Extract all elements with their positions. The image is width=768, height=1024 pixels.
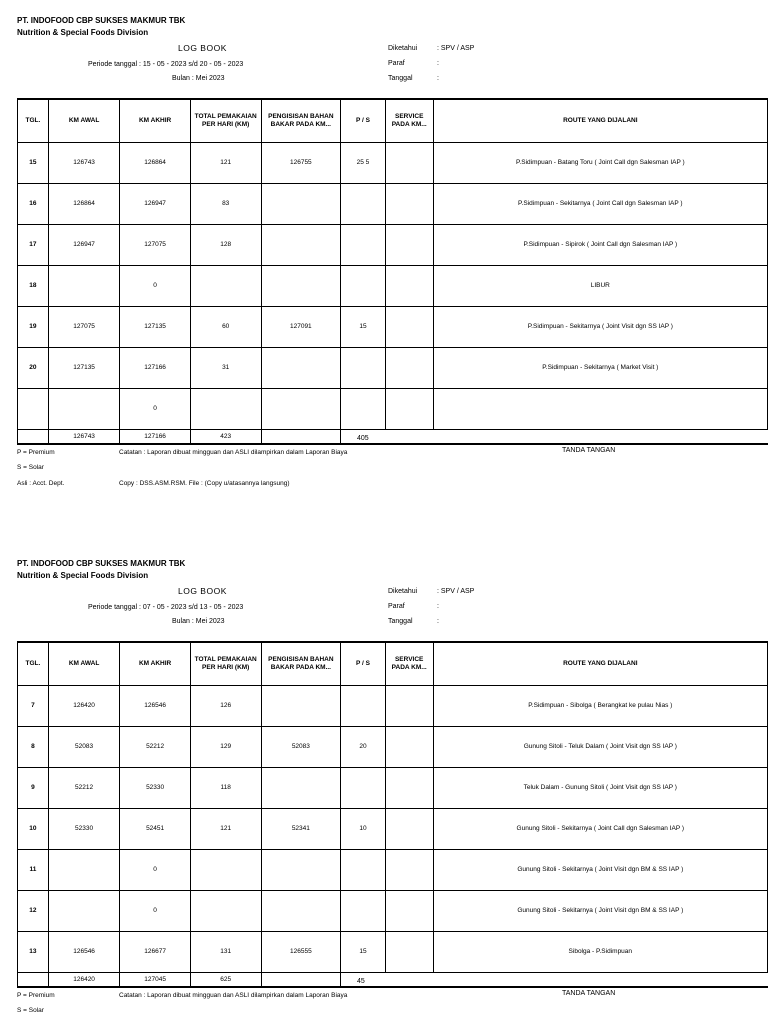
division-name: Nutrition & Special Foods Division — [17, 571, 149, 580]
cell-km-awal: 126546 — [48, 931, 120, 972]
cell-km-akhir: 126677 — [120, 931, 191, 972]
total-km-awal: 126743 — [48, 429, 120, 444]
cell-ps: 15 — [341, 306, 386, 347]
cell-total: 128 — [190, 224, 261, 265]
col-km-awal: KM AWAL — [48, 642, 120, 685]
periode: Periode tanggal : 15 - 05 - 2023 s/d 20 - 05 - 2023 — [88, 61, 244, 68]
cell-service — [385, 388, 433, 429]
cell-ps — [341, 183, 386, 224]
tanda-tangan: TANDA TANGAN — [562, 447, 616, 454]
cell-km-akhir: 126546 — [120, 685, 191, 726]
tanggal-value: : — [437, 618, 439, 625]
cell-km-akhir: 126864 — [120, 142, 191, 183]
diketahui-label: Diketahui — [388, 588, 418, 595]
cell-service — [385, 265, 433, 306]
col-km-akhir: KM AKHIR — [120, 642, 191, 685]
col-pengisian: PENGISISAN BAHAN BAKAR PADA KM... — [261, 642, 341, 685]
table-row — [18, 347, 768, 388]
cell-tgl: 19 — [18, 306, 49, 347]
cell-total: 131 — [190, 931, 261, 972]
company-name: PT. INDOFOOD CBP SUKSES MAKMUR TBK — [17, 559, 186, 568]
asli: Asli : Acct. Dept. — [17, 480, 65, 487]
log-table — [17, 98, 768, 445]
cell-route: P.Sidimpuan - Batang Toru ( Joint Call dgn Salesman IAP ) — [433, 142, 767, 183]
cell-ps: 20 — [341, 726, 386, 767]
total-blank — [433, 429, 767, 444]
cell-service — [385, 767, 433, 808]
cell-ps — [341, 890, 386, 931]
paraf-value: : — [437, 603, 439, 610]
col-ps: P / S — [341, 99, 386, 142]
cell-km-akhir: 0 — [120, 265, 191, 306]
cell-route: P.Sidimpuan - Sipirok ( Joint Call dgn Salesman IAP ) — [433, 224, 767, 265]
col-pengisian: PENGISISAN BAHAN BAKAR PADA KM... — [261, 99, 341, 142]
cell-km-awal: 126743 — [48, 142, 120, 183]
cell-km-awal: 127075 — [48, 306, 120, 347]
cell-service — [385, 142, 433, 183]
col-km-akhir: KM AKHIR — [120, 99, 191, 142]
cell-km-awal: 126420 — [48, 685, 120, 726]
col-ps: P / S — [341, 642, 386, 685]
total-blank — [261, 972, 341, 987]
cell-route: Teluk Dalam - Gunung Sitoli ( Joint Visit dgn SS IAP ) — [433, 767, 767, 808]
cell-total — [190, 265, 261, 306]
col-route: ROUTE YANG DIJALANI — [433, 99, 767, 142]
cell-pengisian: 127091 — [261, 306, 341, 347]
col-service: SERVICE PADA KM... — [385, 642, 433, 685]
cell-km-awal — [48, 849, 120, 890]
cell-km-awal — [48, 388, 120, 429]
cell-tgl: 11 — [18, 849, 49, 890]
cell-ps — [341, 849, 386, 890]
cell-km-awal: 52330 — [48, 808, 120, 849]
cell-pengisian: 126755 — [261, 142, 341, 183]
cell-pengisian — [261, 388, 341, 429]
table-row — [18, 265, 768, 306]
division-name: Nutrition & Special Foods Division — [17, 28, 149, 37]
total-blank — [18, 972, 49, 987]
legend-premium: P = Premium — [17, 449, 55, 456]
cell-service — [385, 890, 433, 931]
table-row — [18, 388, 768, 429]
cell-route: Gunung Sitoli - Teluk Dalam ( Joint Visit dgn SS IAP ) — [433, 726, 767, 767]
cell-pengisian: 52341 — [261, 808, 341, 849]
cell-service — [385, 726, 433, 767]
cell-total — [190, 388, 261, 429]
cell-service — [385, 849, 433, 890]
table-row — [18, 767, 768, 808]
cell-tgl: 18 — [18, 265, 49, 306]
table-row — [18, 142, 768, 183]
total-blank — [261, 429, 341, 444]
cell-km-akhir: 0 — [120, 388, 191, 429]
cell-tgl: 12 — [18, 890, 49, 931]
cell-route — [433, 388, 767, 429]
cell-tgl: 16 — [18, 183, 49, 224]
cell-total: 126 — [190, 685, 261, 726]
cell-total — [190, 849, 261, 890]
cell-total: 31 — [190, 347, 261, 388]
cell-ps — [341, 388, 386, 429]
cell-route: Gunung Sitoli - Sekitarnya ( Joint Visit dgn BM & SS IAP ) — [433, 849, 767, 890]
cell-pengisian — [261, 890, 341, 931]
cell-pengisian — [261, 767, 341, 808]
cell-service — [385, 685, 433, 726]
table-row — [18, 890, 768, 931]
cell-total: 118 — [190, 767, 261, 808]
cell-service — [385, 347, 433, 388]
totals-row — [18, 429, 768, 444]
legend-solar: S = Solar — [17, 464, 44, 471]
cell-tgl: 9 — [18, 767, 49, 808]
cell-pengisian — [261, 224, 341, 265]
cell-service — [385, 808, 433, 849]
cell-route: Gunung Sitoli - Sekitarnya ( Joint Visit dgn BM & SS IAP ) — [433, 890, 767, 931]
logbook-title: LOG BOOK — [178, 43, 227, 53]
legend-premium: P = Premium — [17, 992, 55, 999]
table-row — [18, 183, 768, 224]
cell-service — [385, 931, 433, 972]
bulan: Bulan : Mei 2023 — [172, 618, 225, 625]
cell-km-akhir: 127135 — [120, 306, 191, 347]
col-km-awal: KM AWAL — [48, 99, 120, 142]
cell-pengisian — [261, 849, 341, 890]
cell-tgl: 20 — [18, 347, 49, 388]
cell-route: P.Sidimpuan - Sekitarnya ( Market Visit ) — [433, 347, 767, 388]
cell-tgl: 17 — [18, 224, 49, 265]
total-km-akhir: 127045 — [120, 972, 191, 987]
cell-km-akhir: 0 — [120, 849, 191, 890]
total-blank — [433, 972, 767, 987]
cell-km-awal: 52083 — [48, 726, 120, 767]
total-km-akhir: 127166 — [120, 429, 191, 444]
cell-service — [385, 306, 433, 347]
cell-km-akhir: 52330 — [120, 767, 191, 808]
cell-route: Sibolga - P.Sidimpuan — [433, 931, 767, 972]
cell-km-akhir: 127166 — [120, 347, 191, 388]
cell-pengisian — [261, 347, 341, 388]
cell-km-akhir: 126947 — [120, 183, 191, 224]
table-row — [18, 849, 768, 890]
catatan: Catatan : Laporan dibuat mingguan dan ASLI dilampirkan dalam Laporan Biaya — [119, 449, 348, 456]
total-pemakaian: 423 — [190, 429, 261, 444]
cell-km-akhir: 52212 — [120, 726, 191, 767]
total-blank — [385, 972, 433, 987]
logbook-title: LOG BOOK — [178, 586, 227, 596]
copy: Copy : DSS.ASM.RSM. File : (Copy u/atasannya langsung) — [119, 480, 290, 487]
cell-route: P.Sidimpuan - Sekitarnya ( Joint Call dgn Salesman IAP ) — [433, 183, 767, 224]
cell-total: 121 — [190, 142, 261, 183]
cell-tgl: 8 — [18, 726, 49, 767]
total-pemakaian: 625 — [190, 972, 261, 987]
col-total: TOTAL PEMAKAIAN PER HARI (KM) — [190, 99, 261, 142]
col-total: TOTAL PEMAKAIAN PER HARI (KM) — [190, 642, 261, 685]
table-row — [18, 685, 768, 726]
table-row — [18, 306, 768, 347]
cell-route: P.Sidimpuan - Sibolga ( Berangkat ke pulau Nias ) — [433, 685, 767, 726]
cell-total — [190, 890, 261, 931]
cell-total: 121 — [190, 808, 261, 849]
cell-km-akhir: 127075 — [120, 224, 191, 265]
periode: Periode tanggal : 07 - 05 - 2023 s/d 13 - 05 - 2023 — [88, 604, 244, 611]
cell-ps — [341, 685, 386, 726]
cell-tgl: 15 — [18, 142, 49, 183]
tanda-tangan: TANDA TANGAN — [562, 990, 616, 997]
cell-route: P.Sidimpuan - Sekitarnya ( Joint Visit dgn SS IAP ) — [433, 306, 767, 347]
cell-ps — [341, 265, 386, 306]
cell-ps — [341, 347, 386, 388]
cell-km-akhir: 0 — [120, 890, 191, 931]
table-row — [18, 224, 768, 265]
cell-km-awal: 126947 — [48, 224, 120, 265]
legend-solar: S = Solar — [17, 1007, 44, 1014]
cell-km-awal — [48, 265, 120, 306]
cell-route: Gunung Sitoli - Sekitarnya ( Joint Call dgn Salesman IAP ) — [433, 808, 767, 849]
cell-pengisian: 126555 — [261, 931, 341, 972]
total-blank — [385, 429, 433, 444]
ps-total: 45 — [357, 978, 365, 985]
col-tgl: TGL. — [18, 642, 49, 685]
col-service: SERVICE PADA KM... — [385, 99, 433, 142]
paraf-label: Paraf — [388, 603, 405, 610]
table-row — [18, 931, 768, 972]
log-table — [17, 641, 768, 988]
diketahui-label: Diketahui — [388, 45, 418, 52]
cell-tgl: 7 — [18, 685, 49, 726]
cell-tgl: 10 — [18, 808, 49, 849]
paraf-label: Paraf — [388, 60, 405, 67]
total-km-awal: 126420 — [48, 972, 120, 987]
cell-total: 129 — [190, 726, 261, 767]
cell-km-awal: 52212 — [48, 767, 120, 808]
cell-pengisian — [261, 183, 341, 224]
catatan: Catatan : Laporan dibuat mingguan dan ASLI dilampirkan dalam Laporan Biaya — [119, 992, 348, 999]
bulan: Bulan : Mei 2023 — [172, 75, 225, 82]
cell-tgl: 13 — [18, 931, 49, 972]
col-route: ROUTE YANG DIJALANI — [433, 642, 767, 685]
tanggal-label: Tanggal — [388, 75, 413, 82]
cell-ps: 25 5 — [341, 142, 386, 183]
total-blank — [18, 429, 49, 444]
cell-total: 60 — [190, 306, 261, 347]
logbook-2 — [0, 543, 768, 1024]
cell-km-akhir: 52451 — [120, 808, 191, 849]
tanggal-label: Tanggal — [388, 618, 413, 625]
company-name: PT. INDOFOOD CBP SUKSES MAKMUR TBK — [17, 16, 186, 25]
cell-tgl — [18, 388, 49, 429]
cell-ps — [341, 767, 386, 808]
cell-km-awal: 126864 — [48, 183, 120, 224]
tanggal-value: : — [437, 75, 439, 82]
col-tgl: TGL. — [18, 99, 49, 142]
table-row — [18, 726, 768, 767]
cell-ps: 15 — [341, 931, 386, 972]
cell-route: LIBUR — [433, 265, 767, 306]
cell-pengisian — [261, 265, 341, 306]
diketahui-value: : SPV / ASP — [437, 45, 475, 52]
ps-total: 405 — [357, 435, 369, 442]
totals-row — [18, 972, 768, 987]
cell-pengisian — [261, 685, 341, 726]
cell-ps: 10 — [341, 808, 386, 849]
cell-service — [385, 224, 433, 265]
paraf-value: : — [437, 60, 439, 67]
cell-total: 83 — [190, 183, 261, 224]
cell-ps — [341, 224, 386, 265]
cell-service — [385, 183, 433, 224]
cell-pengisian: 52083 — [261, 726, 341, 767]
cell-km-awal: 127135 — [48, 347, 120, 388]
cell-km-awal — [48, 890, 120, 931]
logbook-1 — [0, 0, 768, 500]
table-row — [18, 808, 768, 849]
diketahui-value: : SPV / ASP — [437, 588, 475, 595]
